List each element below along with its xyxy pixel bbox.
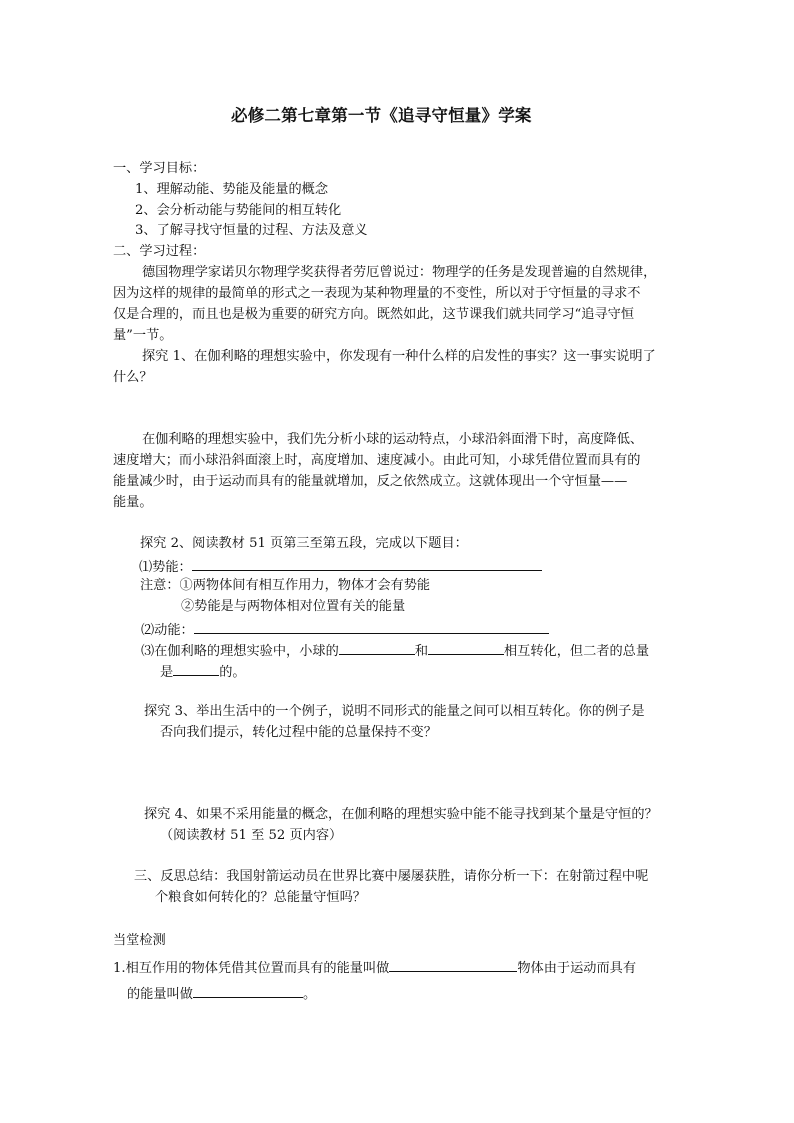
q3-text-e: 的。	[219, 665, 246, 680]
kinetic-energy-row	[141, 619, 549, 640]
reflection-line: 三、反思总结：我国射箭运动员在世界比赛中屡屡获胜，请你分析一下：在射箭过程中呢	[134, 869, 649, 884]
check-q1-blank-2[interactable]	[193, 983, 303, 998]
q3-text-b: 和	[414, 644, 428, 659]
check-q1-text-a: 1.相互作用的物体凭借其位置而具有的能量叫做	[113, 961, 390, 976]
q3-blank-2[interactable]	[428, 640, 504, 655]
section2-heading: 二、学习过程：	[113, 244, 206, 259]
check-q1-row	[113, 957, 636, 978]
q3-blank-1[interactable]	[339, 640, 415, 655]
q3-text-a: ⑶在伽利略的理想实验中，小球的	[141, 644, 339, 659]
reflection-line: 个粮食如何转化的？总能量守恒吗？	[155, 890, 366, 905]
potential-energy-label: ⑴势能：	[139, 560, 192, 575]
potential-energy-blank[interactable]	[192, 556, 542, 571]
intro-line: 因为这样的规律的最简单的形式之一表现为某种物理量的不变性，所以对于守恒量的寻求不	[113, 286, 641, 301]
q3-blank-3[interactable]	[173, 661, 219, 676]
check-q1-text-b: 物体由于运动而具有	[517, 961, 637, 976]
q3-text-d: 是	[160, 665, 174, 680]
note1: 注意：①两物体间有相互作用力，物体才会有势能	[140, 578, 431, 593]
q3-text-c: 相互转化，但二者的总量	[504, 644, 650, 659]
check-heading: 当堂检测	[113, 933, 166, 948]
explore4-line: 探究 4、如果不采用能量的概念，在伽利略的理想实验中能不能寻找到某个量是守恒的？	[144, 807, 658, 822]
note2: ②势能是与两物体相对位置有关的能量	[181, 599, 406, 614]
page-title: 必修二第七章第一节《追寻守恒量》学案	[231, 106, 532, 125]
intro-line: 德国物理学家诺贝尔物理学奖获得者劳厄曾说过：物理学的任务是发现普遍的自然规律，	[142, 265, 657, 280]
check-q1-row2	[127, 983, 316, 1004]
check-q1-text-d: 。	[302, 987, 317, 1002]
explore4-line: （阅读教材 51 至 52 页内容）	[160, 828, 343, 843]
explore1-line: 什么？	[113, 370, 153, 385]
section1-heading: 一、学习目标：	[113, 161, 206, 176]
objective-item: 1、理解动能、势能及能量的概念	[135, 182, 329, 197]
potential-energy-row	[139, 556, 542, 577]
question3-row2	[160, 661, 246, 682]
explore3-line: 否向我们提示，转化过程中能的总量保持不变？	[160, 725, 437, 740]
kinetic-energy-label: ⑵动能：	[141, 623, 194, 638]
explore3-line: 探究 3、举出生活中的一个例子，说明不同形式的能量之间可以相互转化。你的例子是	[144, 704, 645, 719]
objective-item: 2、会分析动能与势能间的相互转化	[135, 203, 342, 218]
answer1-line: 能量减少时，由于运动而具有的能量就增加，反之依然成立。这就体现出一个守恒量——	[113, 474, 628, 489]
answer1-line: 能量。	[113, 495, 153, 510]
answer1-line: 速度增大；而小球沿斜面滚上时，高度增加、速度减小。由此可知，小球凭借位置而具有的	[113, 453, 641, 468]
explore2-lead: 探究 2、阅读教材 51 页第三至第五段，完成以下题目：	[140, 536, 468, 551]
kinetic-energy-blank[interactable]	[194, 619, 549, 634]
question3-row	[141, 640, 649, 661]
check-q1-blank-1[interactable]	[389, 957, 517, 972]
intro-line: 仅是合理的，而且也是极为重要的研究方向。既然如此，这节课我们就共同学习“追寻守恒	[113, 307, 635, 322]
intro-line: 量”一节。	[113, 328, 173, 343]
explore1-line: 探究 1、在伽利略的理想实验中，你发现有一种什么样的启发性的事实？这一事实说明了	[142, 349, 656, 364]
answer1-line: 在伽利略的理想实验中，我们先分析小球的运动特点，小球沿斜面滑下时，高度降低、	[142, 432, 644, 447]
objective-item: 3、了解寻找守恒量的过程、方法及意义	[135, 223, 368, 238]
check-q1-text-c: 的能量叫做	[127, 987, 193, 1002]
